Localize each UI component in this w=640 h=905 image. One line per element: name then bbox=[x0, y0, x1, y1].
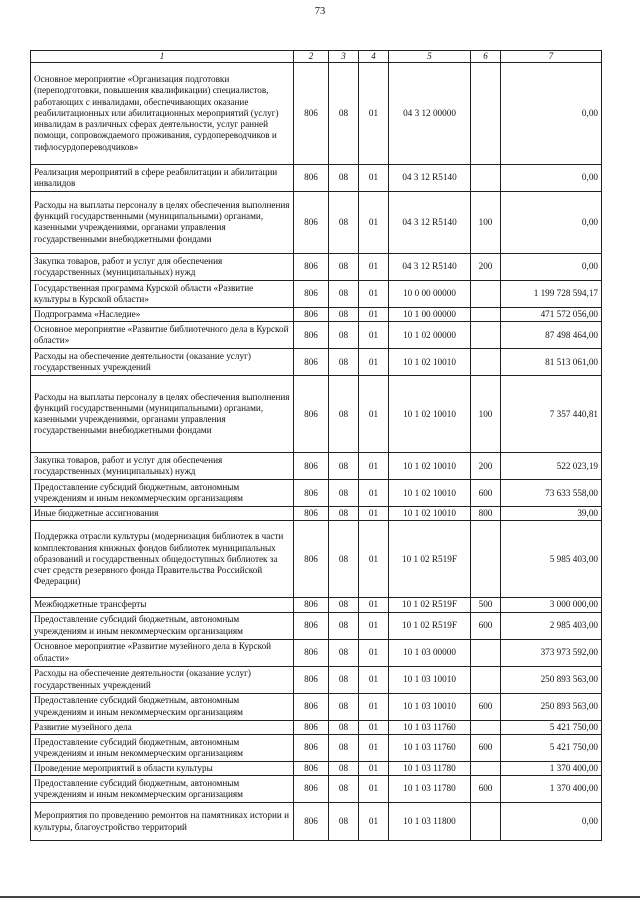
cell-section: 08 bbox=[329, 803, 359, 841]
cell-description: Расходы на обеспечение деятельности (оказание услуг) государственных учреждений bbox=[31, 349, 294, 376]
cell-subsection: 01 bbox=[359, 598, 389, 612]
cell-target-article: 10 1 03 10010 bbox=[389, 666, 471, 693]
cell-section: 08 bbox=[329, 598, 359, 612]
cell-target-article: 04 3 12 00000 bbox=[389, 62, 471, 164]
cell-target-article: 10 1 02 10010 bbox=[389, 507, 471, 521]
cell-amount: 2 985 403,00 bbox=[501, 612, 602, 639]
cell-amount: 7 357 440,81 bbox=[501, 376, 602, 453]
cell-ministry-code: 806 bbox=[294, 62, 329, 164]
cell-description: Поддержка отрасли культуры (модернизация библиотек в части комплектования книжных фондов библиотек муниципальных образований и государственных общедоступных библиотек за счет средств резервного фонда Правительства Российской Федерации) bbox=[31, 521, 294, 598]
cell-section: 08 bbox=[329, 480, 359, 507]
cell-description: Основное мероприятие «Организация подготовки (переподготовки, повышения квалификации) специалистов, работающих с инвалидами, обеспечивающих оказание реабилитационных или абилитационных мероприятий (услуг) инвалидам в различных сферах деятельности, услуг ранней помощи, сопровождаемого проживания, сурдопереводчиков и тифлосурдопереводчиков» bbox=[31, 62, 294, 164]
cell-subsection: 01 bbox=[359, 734, 389, 761]
cell-description: Предоставление субсидий бюджетным, автономным учреждениям и иным некоммерческим организациям bbox=[31, 734, 294, 761]
cell-target-article: 10 1 00 00000 bbox=[389, 307, 471, 321]
cell-section: 08 bbox=[329, 720, 359, 734]
header-col-7: 7 bbox=[501, 51, 602, 63]
cell-section: 08 bbox=[329, 761, 359, 775]
table-row bbox=[31, 253, 602, 280]
cell-target-article: 10 1 02 10010 bbox=[389, 376, 471, 453]
budget-table bbox=[30, 50, 602, 841]
cell-expense-type bbox=[471, 322, 501, 349]
cell-target-article: 10 1 02 R519F bbox=[389, 598, 471, 612]
cell-target-article: 10 1 02 00000 bbox=[389, 322, 471, 349]
cell-expense-type: 100 bbox=[471, 191, 501, 253]
cell-amount: 5 421 750,00 bbox=[501, 720, 602, 734]
cell-subsection: 01 bbox=[359, 666, 389, 693]
cell-ministry-code: 806 bbox=[294, 761, 329, 775]
cell-subsection: 01 bbox=[359, 62, 389, 164]
cell-section: 08 bbox=[329, 349, 359, 376]
cell-subsection: 01 bbox=[359, 761, 389, 775]
cell-subsection: 01 bbox=[359, 612, 389, 639]
cell-subsection: 01 bbox=[359, 280, 389, 307]
cell-subsection: 01 bbox=[359, 480, 389, 507]
table-row bbox=[31, 598, 602, 612]
table-row bbox=[31, 376, 602, 453]
cell-amount: 0,00 bbox=[501, 62, 602, 164]
cell-subsection: 01 bbox=[359, 191, 389, 253]
table-row bbox=[31, 164, 602, 191]
cell-section: 08 bbox=[329, 453, 359, 480]
cell-ministry-code: 806 bbox=[294, 720, 329, 734]
cell-section: 08 bbox=[329, 280, 359, 307]
cell-amount: 0,00 bbox=[501, 164, 602, 191]
table-row bbox=[31, 507, 602, 521]
header-col-2: 2 bbox=[294, 51, 329, 63]
cell-amount: 250 893 563,00 bbox=[501, 693, 602, 720]
page-number: 73 bbox=[314, 6, 326, 17]
header-col-3: 3 bbox=[329, 51, 359, 63]
cell-ministry-code: 806 bbox=[294, 639, 329, 666]
table-row bbox=[31, 521, 602, 598]
cell-amount: 87 498 464,00 bbox=[501, 322, 602, 349]
cell-amount: 81 513 061,00 bbox=[501, 349, 602, 376]
table-row bbox=[31, 693, 602, 720]
cell-amount: 0,00 bbox=[501, 253, 602, 280]
cell-amount: 1 370 400,00 bbox=[501, 776, 602, 803]
cell-section: 08 bbox=[329, 164, 359, 191]
cell-target-article: 10 1 02 10010 bbox=[389, 453, 471, 480]
cell-ministry-code: 806 bbox=[294, 191, 329, 253]
cell-expense-type bbox=[471, 280, 501, 307]
cell-section: 08 bbox=[329, 507, 359, 521]
cell-subsection: 01 bbox=[359, 253, 389, 280]
cell-description: Развитие музейного дела bbox=[31, 720, 294, 734]
cell-ministry-code: 806 bbox=[294, 734, 329, 761]
table-header bbox=[31, 51, 602, 63]
cell-amount: 1 199 728 594,17 bbox=[501, 280, 602, 307]
table-row bbox=[31, 803, 602, 841]
cell-ministry-code: 806 bbox=[294, 307, 329, 321]
cell-amount: 522 023,19 bbox=[501, 453, 602, 480]
cell-target-article: 10 1 03 00000 bbox=[389, 639, 471, 666]
cell-expense-type: 100 bbox=[471, 376, 501, 453]
cell-subsection: 01 bbox=[359, 521, 389, 598]
cell-description: Предоставление субсидий бюджетным, автономным учреждениям и иным некоммерческим организациям bbox=[31, 612, 294, 639]
cell-description: Реализация мероприятий в сфере реабилитации и абилитации инвалидов bbox=[31, 164, 294, 191]
cell-target-article: 10 1 03 11760 bbox=[389, 734, 471, 761]
cell-ministry-code: 806 bbox=[294, 453, 329, 480]
cell-expense-type bbox=[471, 720, 501, 734]
cell-section: 08 bbox=[329, 776, 359, 803]
cell-ministry-code: 806 bbox=[294, 164, 329, 191]
cell-amount: 250 893 563,00 bbox=[501, 666, 602, 693]
cell-subsection: 01 bbox=[359, 164, 389, 191]
cell-section: 08 bbox=[329, 521, 359, 598]
cell-target-article: 10 0 00 00000 bbox=[389, 280, 471, 307]
cell-ministry-code: 806 bbox=[294, 376, 329, 453]
table-row bbox=[31, 349, 602, 376]
cell-expense-type bbox=[471, 521, 501, 598]
cell-target-article: 10 1 03 11800 bbox=[389, 803, 471, 841]
cell-section: 08 bbox=[329, 62, 359, 164]
cell-section: 08 bbox=[329, 734, 359, 761]
cell-section: 08 bbox=[329, 639, 359, 666]
cell-ministry-code: 806 bbox=[294, 322, 329, 349]
cell-ministry-code: 806 bbox=[294, 612, 329, 639]
cell-description: Государственная программа Курской области «Развитие культуры в Курской области» bbox=[31, 280, 294, 307]
cell-amount: 471 572 056,00 bbox=[501, 307, 602, 321]
cell-ministry-code: 806 bbox=[294, 598, 329, 612]
table-row bbox=[31, 666, 602, 693]
cell-description: Подпрограмма «Наследие» bbox=[31, 307, 294, 321]
table-row bbox=[31, 612, 602, 639]
cell-description: Межбюджетные трансферты bbox=[31, 598, 294, 612]
cell-subsection: 01 bbox=[359, 376, 389, 453]
table-row bbox=[31, 307, 602, 321]
cell-expense-type: 600 bbox=[471, 612, 501, 639]
cell-target-article: 10 1 02 R519F bbox=[389, 521, 471, 598]
cell-description: Мероприятия по проведению ремонтов на памятниках истории и культуры, благоустройство территорий bbox=[31, 803, 294, 841]
cell-subsection: 01 bbox=[359, 720, 389, 734]
cell-section: 08 bbox=[329, 693, 359, 720]
table-row bbox=[31, 191, 602, 253]
cell-ministry-code: 806 bbox=[294, 507, 329, 521]
table-row bbox=[31, 453, 602, 480]
cell-subsection: 01 bbox=[359, 349, 389, 376]
table-row bbox=[31, 761, 602, 775]
cell-subsection: 01 bbox=[359, 776, 389, 803]
cell-section: 08 bbox=[329, 191, 359, 253]
cell-target-article: 04 3 12 R5140 bbox=[389, 191, 471, 253]
cell-description: Проведение мероприятий в области культуры bbox=[31, 761, 294, 775]
cell-ministry-code: 806 bbox=[294, 521, 329, 598]
cell-target-article: 10 1 03 10010 bbox=[389, 693, 471, 720]
cell-amount: 1 370 400,00 bbox=[501, 761, 602, 775]
table-row bbox=[31, 480, 602, 507]
cell-target-article: 10 1 02 10010 bbox=[389, 480, 471, 507]
cell-expense-type bbox=[471, 666, 501, 693]
cell-ministry-code: 806 bbox=[294, 280, 329, 307]
cell-expense-type bbox=[471, 349, 501, 376]
table-body bbox=[31, 62, 602, 840]
cell-expense-type bbox=[471, 761, 501, 775]
cell-expense-type: 600 bbox=[471, 693, 501, 720]
cell-subsection: 01 bbox=[359, 693, 389, 720]
cell-expense-type: 500 bbox=[471, 598, 501, 612]
cell-section: 08 bbox=[329, 376, 359, 453]
cell-description: Предоставление субсидий бюджетным, автономным учреждениям и иным некоммерческим организациям bbox=[31, 776, 294, 803]
cell-ministry-code: 806 bbox=[294, 480, 329, 507]
cell-target-article: 04 3 12 R5140 bbox=[389, 253, 471, 280]
cell-section: 08 bbox=[329, 307, 359, 321]
cell-description: Основное мероприятие «Развитие музейного дела в Курской области» bbox=[31, 639, 294, 666]
cell-amount: 3 000 000,00 bbox=[501, 598, 602, 612]
cell-description: Расходы на обеспечение деятельности (оказание услуг) государственных учреждений bbox=[31, 666, 294, 693]
cell-target-article: 10 1 02 R519F bbox=[389, 612, 471, 639]
cell-ministry-code: 806 bbox=[294, 693, 329, 720]
table-row bbox=[31, 639, 602, 666]
header-col-4: 4 bbox=[359, 51, 389, 63]
cell-section: 08 bbox=[329, 612, 359, 639]
cell-expense-type bbox=[471, 164, 501, 191]
cell-subsection: 01 bbox=[359, 453, 389, 480]
cell-amount: 0,00 bbox=[501, 803, 602, 841]
cell-amount: 0,00 bbox=[501, 191, 602, 253]
table-row bbox=[31, 322, 602, 349]
table-row bbox=[31, 280, 602, 307]
cell-section: 08 bbox=[329, 666, 359, 693]
cell-subsection: 01 bbox=[359, 322, 389, 349]
cell-expense-type bbox=[471, 62, 501, 164]
cell-ministry-code: 806 bbox=[294, 666, 329, 693]
cell-expense-type bbox=[471, 307, 501, 321]
cell-section: 08 bbox=[329, 253, 359, 280]
cell-description: Закупка товаров, работ и услуг для обеспечения государственных (муниципальных) нужд bbox=[31, 453, 294, 480]
cell-subsection: 01 bbox=[359, 803, 389, 841]
cell-ministry-code: 806 bbox=[294, 253, 329, 280]
table-row bbox=[31, 62, 602, 164]
cell-expense-type bbox=[471, 639, 501, 666]
cell-subsection: 01 bbox=[359, 507, 389, 521]
cell-expense-type: 600 bbox=[471, 734, 501, 761]
cell-expense-type: 200 bbox=[471, 453, 501, 480]
cell-description: Основное мероприятие «Развитие библиотечного дела в Курской области» bbox=[31, 322, 294, 349]
cell-description: Расходы на выплаты персоналу в целях обеспечения выполнения функций государственными (муниципальными) органами, казенными учреждениями, органами управления государственными внебюджетными фондами bbox=[31, 376, 294, 453]
cell-expense-type: 800 bbox=[471, 507, 501, 521]
cell-section: 08 bbox=[329, 322, 359, 349]
cell-target-article: 10 1 03 11760 bbox=[389, 720, 471, 734]
cell-subsection: 01 bbox=[359, 307, 389, 321]
cell-description: Предоставление субсидий бюджетным, автономным учреждениям и иным некоммерческим организациям bbox=[31, 480, 294, 507]
cell-amount: 5 421 750,00 bbox=[501, 734, 602, 761]
cell-subsection: 01 bbox=[359, 639, 389, 666]
cell-target-article: 04 3 12 R5140 bbox=[389, 164, 471, 191]
header-col-5: 5 bbox=[389, 51, 471, 63]
cell-ministry-code: 806 bbox=[294, 776, 329, 803]
cell-description: Предоставление субсидий бюджетным, автономным учреждениям и иным некоммерческим организациям bbox=[31, 693, 294, 720]
cell-expense-type: 600 bbox=[471, 480, 501, 507]
cell-target-article: 10 1 02 10010 bbox=[389, 349, 471, 376]
page-bottom-edge bbox=[0, 896, 640, 898]
cell-expense-type bbox=[471, 803, 501, 841]
cell-ministry-code: 806 bbox=[294, 803, 329, 841]
header-col-6: 6 bbox=[471, 51, 501, 63]
cell-expense-type: 200 bbox=[471, 253, 501, 280]
cell-amount: 39,00 bbox=[501, 507, 602, 521]
cell-ministry-code: 806 bbox=[294, 349, 329, 376]
table-row bbox=[31, 776, 602, 803]
table-row bbox=[31, 720, 602, 734]
header-row bbox=[31, 51, 602, 63]
cell-target-article: 10 1 03 11780 bbox=[389, 761, 471, 775]
table-row bbox=[31, 734, 602, 761]
cell-amount: 73 633 558,00 bbox=[501, 480, 602, 507]
cell-target-article: 10 1 03 11780 bbox=[389, 776, 471, 803]
cell-description: Иные бюджетные ассигнования bbox=[31, 507, 294, 521]
cell-amount: 373 973 592,00 bbox=[501, 639, 602, 666]
cell-description: Закупка товаров, работ и услуг для обеспечения государственных (муниципальных) нужд bbox=[31, 253, 294, 280]
cell-description: Расходы на выплаты персоналу в целях обеспечения выполнения функций государственными (муниципальными) органами, казенными учреждениями, органами управления государственными внебюджетными фондами bbox=[31, 191, 294, 253]
cell-amount: 5 985 403,00 bbox=[501, 521, 602, 598]
header-col-1: 1 bbox=[31, 51, 294, 63]
cell-expense-type: 600 bbox=[471, 776, 501, 803]
